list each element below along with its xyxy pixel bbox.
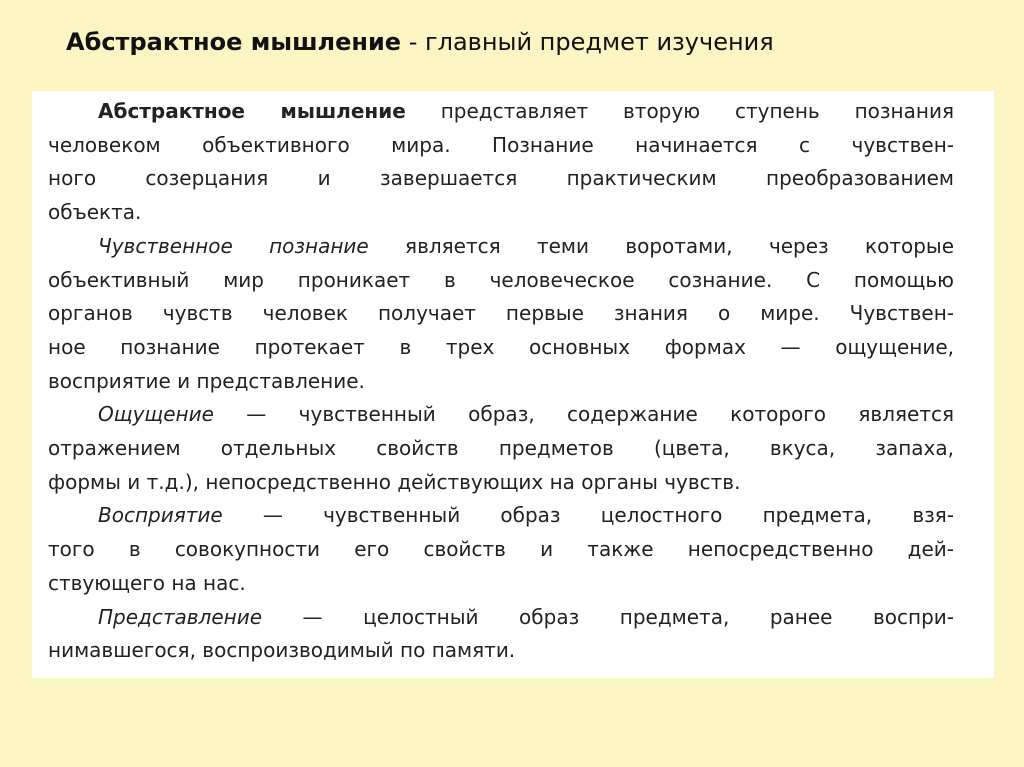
text-line: объекта. — [48, 200, 142, 225]
paragraph-representation — [48, 601, 954, 668]
slide-title-bold: Абстрактное мышление — [66, 28, 402, 56]
text-line: Ощущение — чувственный образ, содержание которого является — [98, 402, 954, 427]
term-sensory-cognition: Чувственное познание — [98, 233, 369, 258]
term-abstract-thinking: Абстрактное мышление — [98, 99, 406, 123]
text-line: того в совокупности его свойств и также непосредственно дей- — [48, 537, 954, 562]
term-representation: Представление — [98, 604, 263, 629]
text-line: органов чувств человек получает первые знания о мире. Чувствен- — [48, 301, 954, 326]
text-line: ного созерцания и завершается практическим преобразованием — [48, 166, 954, 191]
paragraph-sensation — [48, 398, 954, 499]
text-box — [32, 91, 994, 678]
paragraph-abstract-thinking — [48, 95, 954, 230]
slide-title — [66, 28, 774, 56]
text-line: отражением отдельных свойств предметов (цвета, вкуса, запаха, — [48, 436, 954, 461]
term-sensation: Ощущение — [98, 402, 214, 427]
paragraph-perception — [48, 499, 954, 600]
text-line: Восприятие — чувственный образ целостного предмета, взя- — [98, 503, 954, 528]
text-line: Абстрактное мышление представляет вторую ступень познания — [98, 99, 954, 123]
paragraph-sensory-cognition — [48, 230, 954, 399]
text-line: восприятие и представление. — [48, 368, 365, 393]
text-line: объективный мир проникает в человеческое сознание. С помощью — [48, 267, 954, 292]
text-line: ное познание протекает в трех основных формах — ощущение, — [48, 334, 954, 359]
text-line: Чувственное познание является теми воротами, через которые — [98, 233, 954, 258]
term-perception: Восприятие — [98, 503, 223, 528]
text-line: формы и т.д.), непосредственно действующих на органы чувств. — [48, 469, 741, 494]
text-line: Представление — целостный образ предмета, ранее воспри- — [98, 604, 954, 629]
text-line: нимавшегося, воспроизводимый по памяти. — [48, 638, 516, 663]
slide-title-rest: - главный предмет изучения — [401, 28, 774, 56]
text-body — [48, 95, 954, 668]
text-line: ствующего на нас. — [48, 570, 246, 595]
text-line: человеком объективного мира. Познание начинается с чувствен- — [48, 132, 954, 157]
